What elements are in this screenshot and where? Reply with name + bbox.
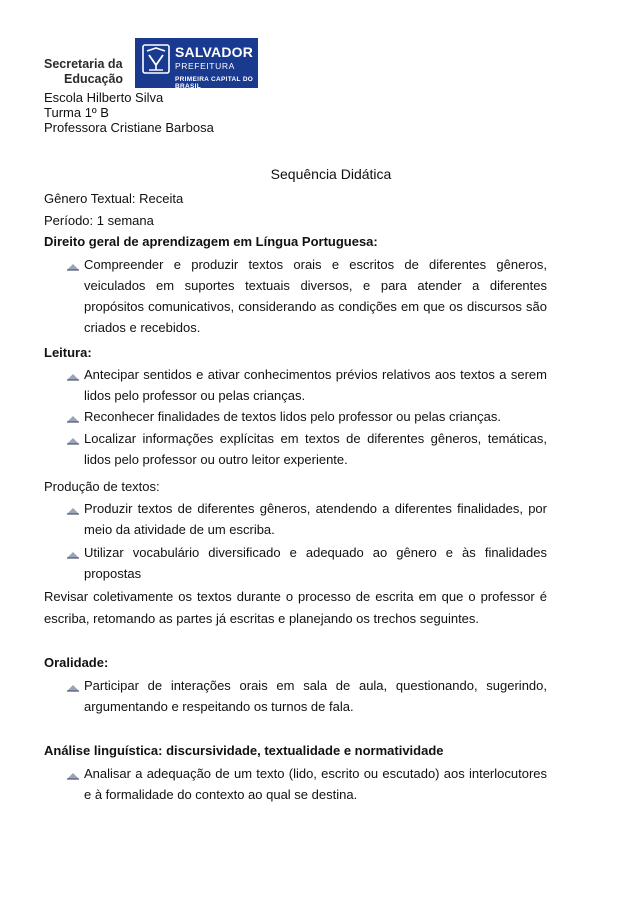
arrow-bullet-icon (66, 505, 80, 516)
arrow-bullet-icon (66, 371, 80, 382)
oralidade-heading: Oralidade: (44, 655, 109, 670)
class-name: Turma 1º B (44, 105, 109, 120)
document-title (0, 166, 638, 182)
salvador-logo-tagline: PRIMEIRA CAPITAL DO BRASIL (175, 76, 254, 90)
producao-item-2: Utilizar vocabulário diversificado e adequado ao gênero e às finalidades propostas (84, 545, 547, 581)
analise-heading: Análise linguística: discursividade, textualidade e normatividade (44, 743, 444, 758)
secretaria-logo-line1: Secretaria da (44, 57, 123, 71)
genre-line: Gênero Textual: Receita (44, 191, 184, 206)
arrow-bullet-icon (66, 261, 80, 272)
producao-item-1: Produzir textos de diferentes gêneros, atendendo a diferentes finalidades, por meio da atividade de um escriba. (84, 501, 547, 537)
teacher-name: Professora Cristiane Barbosa (44, 120, 214, 135)
salvador-logo-name: SALVADOR (175, 44, 254, 60)
leitura-item-2: Reconhecer finalidades de textos lidos pelo professor ou pelas crianças. (84, 409, 501, 424)
arrow-bullet-icon (66, 413, 80, 424)
arrow-bullet-icon (66, 770, 80, 781)
salvador-logo-sub: PREFEITURA (175, 61, 235, 71)
arrow-bullet-icon (66, 682, 80, 693)
direito-heading: Direito geral de aprendizagem em Língua Portuguesa: (44, 234, 378, 249)
arrow-bullet-icon (66, 435, 80, 446)
arrow-bullet-icon (66, 549, 80, 560)
secretaria-logo-line2: Educação (64, 72, 124, 86)
salvador-emblem-icon (141, 43, 171, 75)
producao-paragraph: Revisar coletivamente os textos durante o processo de escrita em que o professor é escriba, retomando as partes já escritas e planejando os trechos seguintes. (44, 589, 547, 626)
secretaria-educacao-logo (44, 57, 124, 87)
leitura-item-3: Localizar informações explícitas em textos de diferentes gêneros, temáticas, lidos pelo professor ou outro leitor experiente. (84, 431, 547, 467)
oralidade-item-1: Participar de interações orais em sala de aula, questionando, sugerindo, argumentando e respeitando os turnos de fala. (84, 678, 547, 714)
salvador-prefeitura-logo (135, 38, 258, 88)
producao-heading: Produção de textos: (44, 479, 160, 494)
leitura-heading: Leitura: (44, 345, 92, 360)
school-name: Escola Hilberto Silva (44, 90, 164, 105)
direito-item-1: Compreender e produzir textos orais e escritos de diferentes gêneros, veiculados em suportes textuais diversos, e para atender a diferentes propósitos comunicativos, considerando as condições em que os discursos são criados e recebidos. (84, 257, 547, 335)
period-line: Período: 1 semana (44, 213, 154, 228)
analise-item-1: Analisar a adequação de um texto (lido, escrito ou escutado) aos interlocutores e à formalidade do contexto ao qual se destina. (84, 766, 547, 802)
document-title-text: Sequência Didática (270, 166, 392, 182)
leitura-item-1: Antecipar sentidos e ativar conhecimentos prévios relativos aos textos a serem lidos pelo professor ou pelas crianças. (84, 367, 547, 403)
